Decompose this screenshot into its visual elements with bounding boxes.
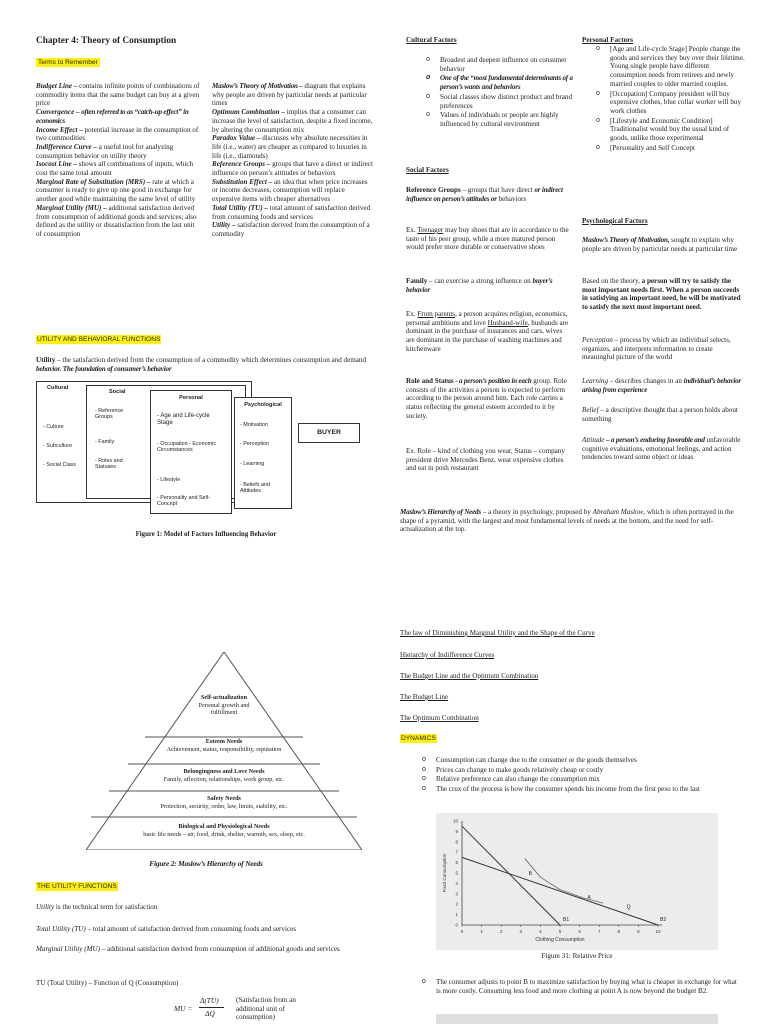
pyramid-level-belongingness: Belongingness and Love Needs Family, affection, relationships, work group, etc. <box>163 768 285 783</box>
personal-box <box>150 390 232 514</box>
term-name: Marginal Rate of Substitution (MRS) – <box>36 177 151 186</box>
x-tick-label: 5 <box>558 929 562 934</box>
chapter-title: Chapter 4: Theory of Consumption <box>36 36 177 46</box>
budget-line-B2 <box>462 857 658 925</box>
y-tick-label: 10 <box>452 818 458 824</box>
term-name: Marginal Utility (MU) – <box>36 203 107 212</box>
list-item: o Prices can change to make goods relatively cheap or costly <box>422 766 732 775</box>
dynamics-list <box>422 756 732 795</box>
cultural-factors-heading: Cultural Factors <box>406 36 457 44</box>
indifference-curve-Q <box>525 858 603 903</box>
term-entry <box>36 178 201 204</box>
term-name: Maslow’s Theory of Motivation – <box>212 82 303 90</box>
term-entry <box>36 82 201 108</box>
y-tick-label: 5 <box>455 870 458 876</box>
utility-behavioral-heading: UTILITY AND BEHAVIORAL FUNCTIONS <box>37 336 161 343</box>
personal-item: - Personality and Self-Concept <box>157 495 211 508</box>
psychological-item: - Perception <box>240 441 270 447</box>
psychological-factors-heading: Psychological Factors <box>582 217 648 225</box>
pyramid-level-safety: Safety Needs Protection, security, order, law, limits, stability, etc. <box>160 795 288 810</box>
link-budget-line[interactable]: The Budget Line <box>400 693 449 701</box>
term-name: Total Utility (TU) – <box>212 203 268 212</box>
term-entry <box>212 134 374 160</box>
figure-2-caption: Figure 2: Maslow’s Hierarchy of Needs <box>149 859 263 868</box>
term-definition: discusses why absolute necessities in life (i.e., water) are cheaper as compared to luxuries in life (i.e., diamonds) <box>212 134 368 160</box>
uf-utility-line: Utility is the technical term for satisfaction <box>36 903 158 911</box>
term-name: Optimum Combination – <box>212 108 285 117</box>
term-definition: a useful tool for analyzing consumption behavior on utility theory <box>36 142 174 160</box>
x-tick-label: 7 <box>597 929 601 934</box>
term-entry <box>36 143 201 160</box>
term-name: Substitution Effect – <box>212 177 273 186</box>
psychological-item: - Beliefs and Attitudes <box>240 482 270 495</box>
terms-col-2 <box>212 82 374 239</box>
term-name: Isocost Line – <box>36 160 77 169</box>
next-figure-stub <box>436 1014 718 1024</box>
social-item: - Family <box>95 439 115 445</box>
role-status-example: Ex. Role – kind of clothing you wear, Status – company president drive Mercedes Benz, wear expensive clothes and eat in posh restaurant <box>406 447 565 473</box>
y-tick-label: 4 <box>455 880 458 886</box>
social-item: - Reference Groups <box>95 408 124 421</box>
teenager-example: Ex. Teenager may buy shoes that are in accordance to the taste of his peer group, while a more matured person would prefer more durable or conservative shoes <box>406 226 569 252</box>
cultural-title: Cultural <box>47 385 69 391</box>
link-optimum-combination[interactable]: The Optimum Combination <box>400 714 479 722</box>
y-tick-label: 1 <box>455 912 458 918</box>
link-budget-line-optimum-combination[interactable]: The Budget Line and the Optimum Combination <box>400 672 539 680</box>
y-tick-label: 6 <box>455 860 458 866</box>
buyer-box <box>298 423 360 443</box>
term-entry <box>212 160 374 177</box>
y-tick-label: 7 <box>455 849 458 855</box>
list-item: o [Lifestyle and Economic Condition] Traditionalist would buy the usual kind of goods, unlike those experimental <box>596 117 746 143</box>
term-entry <box>36 126 201 143</box>
social-factors-heading: Social Factors <box>406 166 449 174</box>
point-label-B: B <box>528 871 533 878</box>
pyramid-level-biological: Biological and Physiological Needs basic life needs – air, food, drink, shelter, warmth, sex, sleep, etc. <box>143 823 305 838</box>
term-entry <box>212 108 374 134</box>
personal-factors-list <box>596 45 746 153</box>
cultural-factors-list <box>426 56 576 130</box>
buyer-label: BUYER <box>317 429 341 436</box>
budget-line-B1 <box>462 826 560 925</box>
term-definition: an idea that when price increases or income decreases, consumption will replace expensive items with cheaper alternatives <box>212 177 368 204</box>
term-entry <box>212 221 374 238</box>
x-tick-label: 8 <box>617 929 621 934</box>
y-tick-label: 8 <box>455 839 458 845</box>
uf-total-utility-line: Total Utility (TU) – total amount of satisfaction derived from consuming foods and services <box>36 925 296 933</box>
list-item: o Relative preference can also change the consumption mix <box>422 775 732 784</box>
x-tick-label: 3 <box>519 929 523 934</box>
learning-para: Learning – describes changes in an individual’s behavior arising from experience <box>582 377 742 394</box>
cultural-item: - Culture <box>43 424 64 430</box>
personal-title: Personal <box>179 395 203 401</box>
x-tick-label: 2 <box>499 929 503 934</box>
maslow-theory-para: Maslow’s Theory of Motivation, sought to explain why people are driven by particular needs at particular time <box>582 236 738 253</box>
psychological-item: - Motivation <box>240 422 268 428</box>
list-item: o [Occupation] Company president will buy expensive clothes, blue collar worker will buy work clothes <box>596 90 746 116</box>
social-title: Social <box>109 389 126 395</box>
personal-item: - Occupation - Economic Circumstances <box>157 441 217 454</box>
term-name: Budget Line – <box>36 82 78 90</box>
term-entry <box>36 204 201 239</box>
x-tick-label: 9 <box>637 929 640 934</box>
term-definition: total amount of satisfaction derived from consuming foods and services <box>212 203 371 221</box>
parents-example: Ex. From parents, a person acquires religion, economics, personal ambitions and love Husband-wife, husbands are dominant in the purchase of insurances and cars, wives are dominant in the purchase of washing machines and kitchenware <box>406 310 569 353</box>
term-definition: often referred to as “catch-up effect” in economics <box>36 108 189 125</box>
y-tick-label: 0 <box>455 922 458 928</box>
y-tick-label: 9 <box>455 828 458 834</box>
term-entry <box>212 204 374 221</box>
list-item: o The crux of the process is how the consumer spends his income from the first peso to the last <box>422 785 732 794</box>
term-entry <box>212 178 374 204</box>
personal-item: - Lifestyle <box>157 477 181 483</box>
x-tick-label: 1 <box>480 929 483 934</box>
x-axis-label: Clothing Consumption <box>535 937 585 943</box>
y-axis-label: Food Consumption <box>442 853 447 893</box>
term-name: Paradox Value – <box>212 134 261 143</box>
list-item: o Consumption can change due to the consumer or the goods themselves <box>422 756 732 765</box>
term-entry <box>212 82 374 108</box>
mu-formula <box>174 996 394 1024</box>
term-name: Income Effect – <box>36 125 83 134</box>
dynamics-heading: DYNAMICS <box>401 735 436 742</box>
point-label-B1: B1 <box>563 916 570 923</box>
attitude-para: Attitude – a person’s enduring favorable and unfavorable cognitive evaluations, emotional feelings, and action tendencies toward some object or ideas <box>582 436 741 462</box>
term-definition: shows all combinations of inputs, which cost the same total amount <box>36 160 194 178</box>
list-item: o One of the “most fundamental determinants of a person’s wants and behaviors <box>426 74 576 91</box>
x-tick-label: 10 <box>655 929 661 934</box>
pyramid-level-self-actualization: Self-actualization Personal growth and fulfillment <box>198 694 250 717</box>
list-item: o Broadest and deepest influence on consumer behavior <box>426 56 576 73</box>
utility-def-text: – the satisfaction derived from the consumption of a commodity which determines consumption and demand <box>55 356 366 364</box>
role-status-para: Role and Status - a person’s position in each group. Role consists of the activities a person is expected to perform according to the person around him. Each role carries a status reflecting the general esteem accorded to it by society. <box>406 377 567 420</box>
mu-formula-denominator: ΔQ <box>205 1009 215 1018</box>
term-definition: additional satisfaction derived from consumption of additional goods and services; also defined as the utility or dissatisfaction from the last unit of consumption <box>36 203 197 238</box>
pyramid-level-esteem: Esteem Needs Achievement, status, responsibility, reputation <box>166 738 282 753</box>
y-tick-label: 2 <box>455 901 458 907</box>
uf-tu-function-line: TU (Total Utility) – Function of Q (Consumption) <box>36 979 179 987</box>
utility-functions-heading: THE UTILITY FUNCTIONS <box>37 883 117 890</box>
mu-formula-lhs: MU = <box>174 1004 193 1013</box>
term-name: Utility – <box>212 221 236 230</box>
utility-term: Utility <box>36 356 56 364</box>
term-name: Indifference Curve – <box>36 142 97 151</box>
belief-para: Belief – a descriptive thought that a person holds about something <box>582 406 738 423</box>
cultural-item: - Social Class <box>43 462 76 468</box>
list-item: o The consumer adjusts to point B to maximize satisfaction by buying what is cheaper in exchange for what is more costly. Consuming less food and more clothing at point A is now beyond the budget B2. <box>422 978 742 995</box>
point-label-A: A <box>587 895 591 902</box>
psychological-title: Psychological <box>244 402 282 408</box>
hierarchy-para: Maslow’s Hierarchy of Needs – a theory in psychology, proposed by Abraham Maslow, which is often portrayed in the shape of a pyramid, with the largest and most fundamental levels of needs at the bottom, and the need for self-actualization at the top. <box>400 508 734 534</box>
figure-31-chart <box>436 813 718 950</box>
perception-para: Perception – process by which an individual selects, organizes, and interprets information to create meaningful picture of the world <box>582 336 731 362</box>
relative-price-chart <box>436 813 718 950</box>
term-name: Convergence – <box>36 108 80 117</box>
term-definition: diagram that explains why people are driven by particular needs at particular times <box>212 82 367 108</box>
figure-2-pyramid <box>86 652 362 850</box>
family-para: Family – can exercise a strong influence on buyer’s behavior <box>406 277 553 294</box>
figure-1-caption: Figure 1: Model of Factors Influencing Behavior <box>135 531 277 538</box>
point-label-Q: Q <box>626 904 631 911</box>
reference-groups-para: Reference Groups – groups that have direct or indirect influence on person’s attitudes or behaviors <box>406 186 563 203</box>
term-definition: rate at which a consumer is ready to give up one good in exchange for another good while maintaining the same level of utility <box>36 177 196 204</box>
list-item: o [Personality and Self Concept <box>596 144 746 153</box>
figure-1-factors-diagram <box>36 381 376 521</box>
term-definition: implies that a consumer can increase the level of satisfaction, despite a fixed income, by altering the consumption mix <box>212 108 373 134</box>
utility-hand-text: behavior. The foundation of consumer’s behavior <box>36 364 172 373</box>
mu-formula-note: (Satisfaction from an additional unit of consumption) <box>236 996 296 1022</box>
utility-definition <box>36 356 376 373</box>
figure-31-notes <box>422 978 742 996</box>
theory-para: Based on the theory, a person will try to satisfy the most important needs first. When a person succeeds in satisfying an important need, he will be motivated to satisfy the next most important need. <box>582 277 741 312</box>
y-tick-label: 3 <box>455 891 458 897</box>
figure-31-caption: Figure 31: Relative Price <box>541 952 613 960</box>
list-item: o [Age and Life-cycle Stage] People change the goods and services they buy over their lifetime. Young single people have different consumption needs from retirees and newly married couples to older married couples. <box>596 45 746 89</box>
link-hierarchy-indifference-curves[interactable]: Hierarchy of Indifference Curves <box>400 651 495 659</box>
social-item: - Roles and Statuses <box>95 458 123 471</box>
personal-factors-heading: Personal Factors <box>582 36 634 44</box>
x-tick-label: 4 <box>539 929 542 934</box>
term-definition: groups that have a direct or indirect influence on person’s attitudes or behaviors <box>212 160 373 178</box>
list-item: o Social classes show distinct product and brand preferences <box>426 93 576 110</box>
point-label-B2: B2 <box>660 916 667 923</box>
terms-col-1 <box>36 82 201 239</box>
cultural-item: - Subculture <box>43 443 73 449</box>
terms-heading: Terms to Remember <box>38 59 98 66</box>
term-entry <box>36 108 201 125</box>
uf-marginal-utility-line: Marginal Utility (MU) – additional satisfaction derived from consumption of additional goods and services <box>36 945 340 953</box>
psychological-box <box>234 397 292 509</box>
term-entry <box>36 160 201 177</box>
fraction-bar <box>199 1007 224 1008</box>
term-definition: contains infinite points of combinations of commodity items that the same budget can buy at a given price <box>36 82 200 108</box>
link-diminishing-marginal-utility[interactable]: The law of Diminishing Marginal Utility and the Shape of the Curve <box>400 629 595 637</box>
term-definition: satisfaction derived from the consumption of a commodity <box>212 221 370 238</box>
psychological-item: - Learning <box>240 461 265 467</box>
personal-item: - Age and Life-cycle Stage <box>157 413 210 426</box>
x-tick-label: 0 <box>460 929 464 934</box>
list-item: o Values of individuals or people are highly influenced by cultural environment <box>426 111 576 128</box>
term-definition: potential increase in the consumption of two commodities <box>36 125 199 143</box>
mu-formula-numerator: Δ(TU) <box>200 996 219 1005</box>
term-name: Reference Groups – <box>212 160 271 169</box>
x-tick-label: 6 <box>578 929 581 934</box>
